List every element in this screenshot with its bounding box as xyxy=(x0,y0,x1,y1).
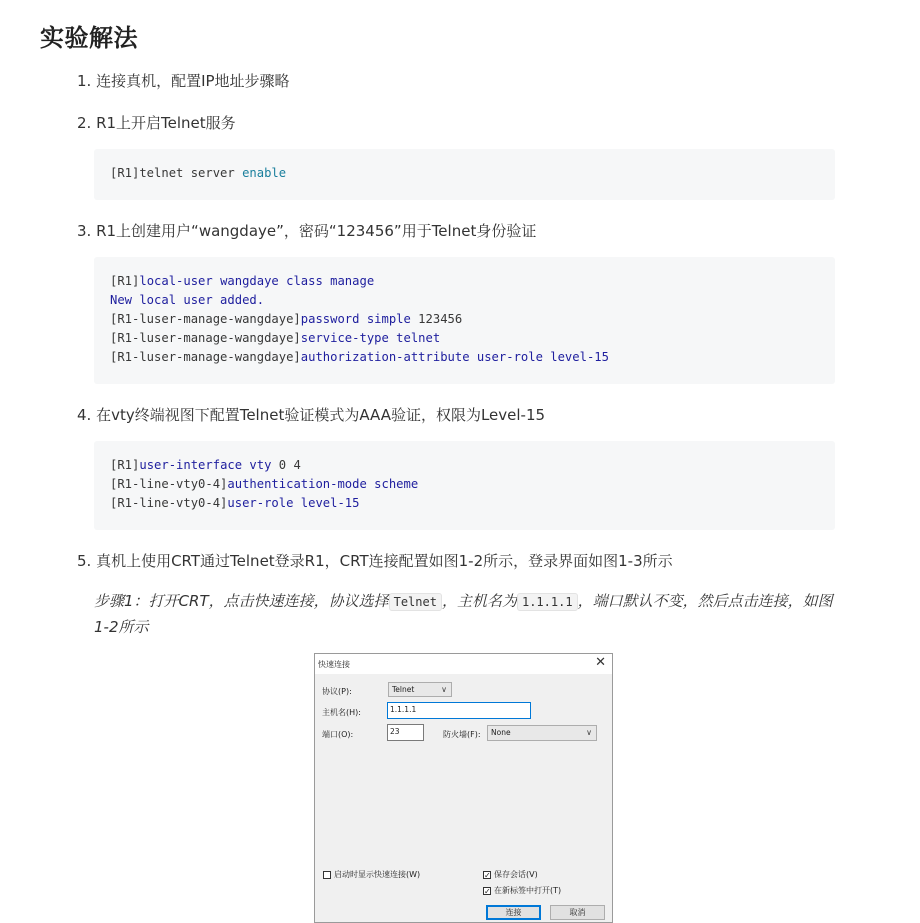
port-label: 端口(O): xyxy=(322,730,354,739)
checkbox-checked-icon: ✓ xyxy=(484,870,491,880)
cancel-button[interactable]: 取消 xyxy=(550,905,605,920)
protocol-select[interactable]: Telnet ∨ xyxy=(388,682,452,697)
host-label: 主机名(H): xyxy=(322,708,361,717)
host-input[interactable]: 1.1.1.1 xyxy=(387,702,531,719)
dialog-titlebar xyxy=(315,654,612,674)
inline-code-host: 1.1.1.1 xyxy=(517,593,578,611)
quick-connect-dialog xyxy=(314,653,613,923)
chevron-down-icon: ∨ xyxy=(441,685,447,694)
save-session-checkbox[interactable]: ✓ 保存会话(V) xyxy=(484,870,538,880)
step-2: 2. R1上开启Telnet服务 xyxy=(77,114,236,132)
chevron-down-icon: ∨ xyxy=(586,728,592,737)
connect-button[interactable]: 连接 xyxy=(486,905,541,920)
startup-checkbox[interactable]: 启动时显示快速连接(W) xyxy=(323,869,420,880)
port-input[interactable]: 23 xyxy=(387,724,424,741)
dialog-title: 快速连接 xyxy=(318,660,350,669)
new-tab-checkbox[interactable]: ✓ 在新标签中打开(T) xyxy=(484,886,562,896)
code-block-local-user: [R1]local-user wangdaye class manage New local user added. [R1-luser-manage-wangdaye]password simple 123456 [R1-luser-manage-wangdaye]service-type telnet [R1-luser-manage-wangdaye]authorization-attribute user-role level-15 xyxy=(94,257,835,384)
step-3: 3. R1上创建用户“wangdaye”，密码“123456”用于Telnet身份验证 xyxy=(77,222,537,240)
inline-code-protocol: Telnet xyxy=(389,593,442,611)
code-block-telnet-enable: [R1]telnet server enable xyxy=(94,149,835,200)
firewall-select[interactable]: None ∨ xyxy=(487,725,597,741)
step-1: 1. 连接真机，配置IP地址步骤略 xyxy=(77,72,290,90)
checkbox-checked-icon: ✓ xyxy=(484,886,491,896)
step-note: 步骤1：打开CRT，点击快速连接，协议选择 Telnet ，主机名为 1.1.1.1 ，端口默认不变，然后点击连接，如图1-2所示 xyxy=(94,592,833,636)
section-title: 实验解法 xyxy=(40,24,138,52)
step-4: 4. 在vty终端视图下配置Telnet验证模式为AAA验证，权限为Level-15 xyxy=(77,406,546,424)
firewall-label: 防火墙(F): xyxy=(443,730,481,739)
step-5: 5. 真机上使用CRT通过Telnet登录R1，CRT连接配置如图1-2所示，登录界面如图1-3所示 xyxy=(77,552,673,570)
protocol-label: 协议(P): xyxy=(322,687,352,696)
checkbox-unchecked xyxy=(323,871,331,879)
close-icon[interactable]: ✕ xyxy=(595,655,606,670)
code-block-vty: [R1]user-interface vty 0 4 [R1-line-vty0-4]authentication-mode scheme [R1-line-vty0-4]user-role level-15 xyxy=(94,441,835,530)
